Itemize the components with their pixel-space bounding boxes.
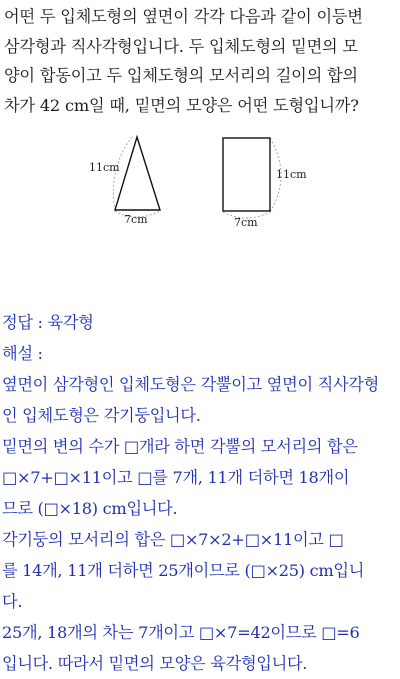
question-line: 양이 합동이고 두 입체도형의 모서리의 길이의 합의	[4, 66, 358, 85]
explanation-line: 므로 (□×18) cm입니다.	[2, 499, 178, 518]
answer-section	[2, 307, 400, 679]
explanation-line: 입니다. 따라서 밑면의 모양은 육각형입니다.	[2, 654, 308, 673]
explanation-line: 각기둥의 모서리의 합은 □×7×2+□×11이고 □	[2, 530, 344, 549]
question-text	[4, 2, 398, 120]
rectangle-figure	[223, 138, 307, 229]
explanation-line: 인 입체도형은 각기둥입니다.	[2, 406, 201, 425]
triangle-base-label: 7cm	[124, 213, 148, 226]
explanation-line: 25개, 18개의 차는 7개이고 □×7=42이므로 □=6	[2, 623, 360, 642]
explanation-line: 밑면의 변의 수가 □개라 하면 각뿔의 모서리의 합은	[2, 437, 358, 456]
question-line: 삼각형과 직사각형입니다. 두 입체도형의 밑면의 모	[4, 36, 358, 56]
explanation-line: □×7+□×11이고 □를 7개, 11개 더하면 18개이	[2, 468, 350, 487]
explanation-line: 옆면이 삼각형인 입체도형은 각뿔이고 옆면이 직사각형	[2, 375, 379, 394]
explanation-heading: 해설 :	[2, 344, 43, 363]
explanation-line: 를 14개, 11개 더하면 25개이므로 (□×25) cm입니	[2, 561, 365, 580]
explanation-line: 다.	[2, 592, 23, 611]
rectangle-shape	[223, 138, 270, 211]
rectangle-height-label: 11cm	[276, 168, 307, 181]
isosceles-triangle-figure	[89, 137, 160, 226]
question-line: 차가 42 cm일 때, 밑면의 모양은 어떤 도형입니까?	[4, 95, 359, 115]
isosceles-triangle	[115, 137, 160, 210]
answer-line: 정답 : 육각형	[2, 313, 94, 332]
rectangle-width-label: 7cm	[234, 216, 258, 229]
triangle-side-label: 11cm	[89, 161, 120, 174]
question-line: 어떤 두 입체도형의 옆면이 각각 다음과 같이 이등변	[4, 7, 363, 26]
figure	[0, 120, 400, 240]
